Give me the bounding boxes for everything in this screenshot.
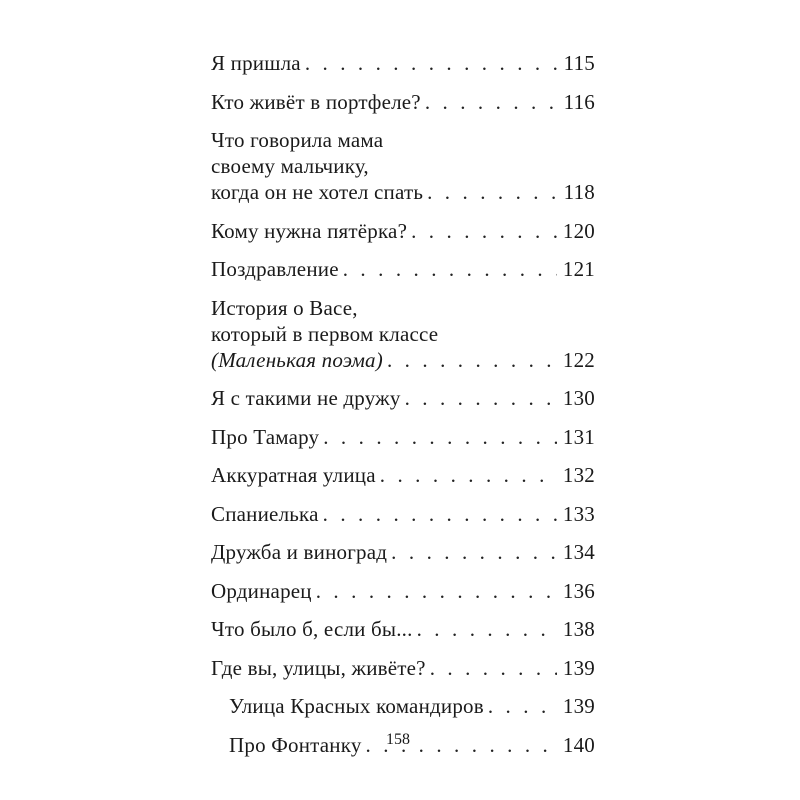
toc-entry-page: 139 — [562, 655, 595, 680]
leader-dots — [411, 218, 557, 244]
toc-entry — [211, 616, 595, 642]
toc-entry-title: Что было б, если бы... — [211, 617, 413, 641]
leader-dots — [488, 693, 557, 719]
leader-dots — [323, 501, 557, 527]
toc-entry-title: Поздравление — [211, 257, 339, 281]
toc-entry-title: Я пришла — [211, 51, 301, 75]
toc-entry — [211, 655, 595, 681]
toc-entry-title: Я с такими не дружу — [211, 386, 401, 410]
toc-entry-title: Улица Красных командиров — [229, 694, 484, 718]
toc-entry-title: Аккуратная улица — [211, 463, 376, 487]
toc-entry-page: 121 — [562, 257, 595, 281]
leader-dots — [343, 256, 557, 282]
toc-entry — [211, 462, 595, 488]
toc-entry-page: 133 — [562, 501, 595, 526]
toc-entry — [211, 89, 595, 115]
toc-entry-title: Про Фонтанку — [229, 732, 362, 757]
toc-entry — [211, 295, 595, 373]
leader-dots — [427, 179, 558, 205]
toc-entry-title: Кто живёт в портфеле? — [211, 89, 421, 114]
page-number-text: 158 — [386, 731, 410, 748]
toc-entry-page: 140 — [562, 732, 595, 757]
toc-entry-page: 115 — [563, 51, 595, 75]
toc-entry — [211, 501, 595, 527]
leader-dots — [391, 539, 557, 565]
page-number — [0, 731, 800, 749]
toc-entry-title: Про Тамару — [211, 424, 320, 449]
toc-entry-page: 118 — [563, 180, 595, 204]
toc-entry — [211, 424, 595, 450]
toc-entry-title: Кому нужна пятёрка? — [211, 218, 408, 243]
toc-entry-title-line: своему мальчику, — [211, 154, 369, 178]
toc-entry — [211, 127, 595, 205]
leader-dots — [417, 616, 557, 642]
toc-entry-title-line: Что говорила мама — [211, 128, 384, 152]
toc-entry — [211, 256, 595, 282]
leader-dots — [425, 89, 558, 115]
toc-entry-title: Дружба и виноград — [211, 540, 388, 564]
toc-entry-page: 122 — [562, 347, 595, 372]
leader-dots — [430, 655, 557, 681]
leader-dots — [323, 424, 557, 450]
toc-entry — [211, 218, 595, 244]
leader-dots — [380, 462, 557, 488]
toc-entry-page: 131 — [562, 424, 595, 449]
toc-entry — [211, 50, 595, 76]
toc-entry-title: Ординарец — [211, 578, 312, 603]
toc-entry-title-line: когда он не хотел спать — [211, 180, 424, 204]
toc-entry-page: 138 — [562, 617, 595, 641]
toc-subentry — [211, 693, 595, 719]
toc-entry-page: 120 — [562, 218, 595, 243]
toc-entry-page: 130 — [562, 386, 595, 410]
leader-dots — [305, 50, 558, 76]
toc-entry-page: 134 — [562, 540, 595, 564]
toc-entry-page: 139 — [562, 694, 595, 718]
toc-entry-page: 132 — [562, 463, 595, 487]
toc-entry-page: 136 — [562, 578, 595, 603]
toc-entry — [211, 578, 595, 604]
toc-entry-page: 116 — [563, 89, 595, 114]
table-of-contents — [211, 50, 595, 770]
toc-entry-title: Где вы, улицы, живёте? — [211, 655, 426, 680]
toc-entry-title: Спаниелька — [211, 501, 319, 526]
toc-entry-subtitle: (Маленькая поэма) — [211, 347, 383, 372]
toc-entry — [211, 385, 595, 411]
leader-dots — [316, 578, 557, 604]
toc-entry-title-line: который в первом классе — [211, 321, 439, 346]
leader-dots — [387, 347, 557, 373]
leader-dots — [405, 385, 557, 411]
toc-entry — [211, 539, 595, 565]
toc-entry-title-line: История о Васе, — [211, 295, 358, 320]
